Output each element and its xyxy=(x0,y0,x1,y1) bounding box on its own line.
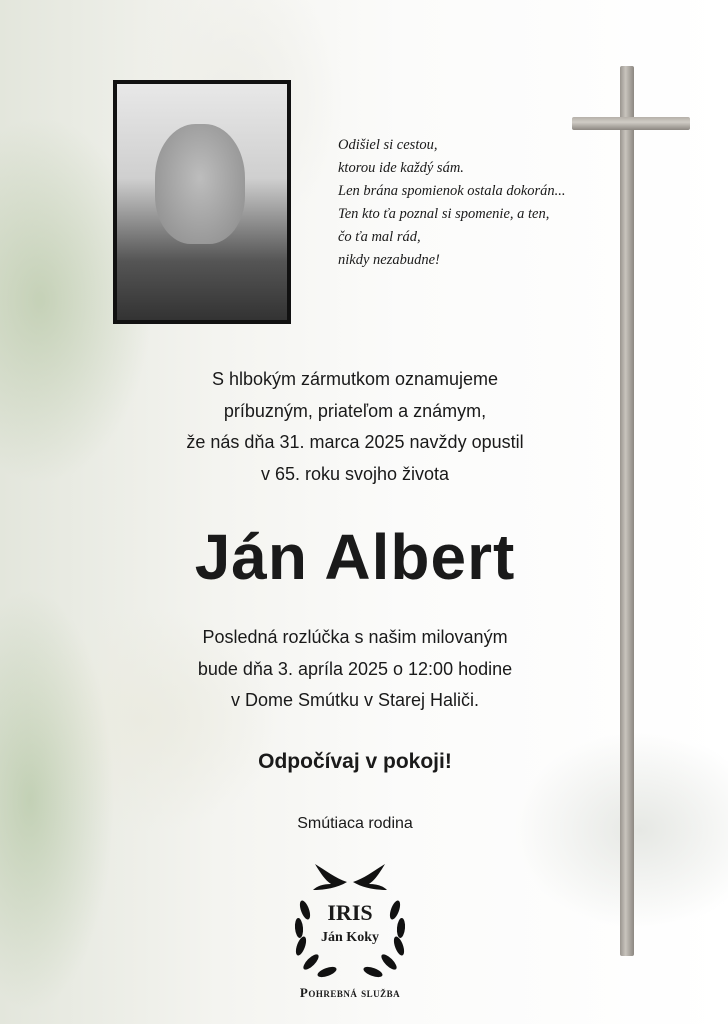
logo-owner: Ján Koky xyxy=(321,930,379,945)
portrait-photo xyxy=(113,80,291,324)
farewell-line: v Dome Smútku v Starej Haliči. xyxy=(230,690,480,710)
farewell-info xyxy=(0,622,710,717)
poem-line: čo ťa mal rád, xyxy=(338,229,421,245)
poem-line: ktorou ide každý sám. xyxy=(338,160,464,176)
announcement-line: S hlbokým zármutkom oznamujeme xyxy=(211,369,499,389)
poem-line: Odišiel si cestou, xyxy=(338,137,438,153)
poem-line: nikdy nezabudne! xyxy=(338,252,440,268)
farewell-line: bude dňa 3. apríla 2025 o 12:00 hodine xyxy=(197,658,513,679)
announcement-line: v 65. roku svojho života xyxy=(260,463,450,484)
announcement xyxy=(0,364,710,490)
farewell-line: Posledná rozlúčka s našim milovaným xyxy=(202,627,508,647)
poem-line: Ten kto ťa poznal si spomenie, a ten, xyxy=(338,206,550,222)
announcement-line: príbuzným, priateľom a známym, xyxy=(223,400,487,421)
poem-line: Len brána spomienok ostala dokorán... xyxy=(338,183,566,199)
poem xyxy=(338,134,566,272)
funeral-service-logo xyxy=(285,860,415,1010)
logo-service: Pohrebná služba xyxy=(299,985,401,1000)
deceased-name: Ján Albert xyxy=(194,521,516,593)
cross-bar xyxy=(572,117,690,130)
logo-brand: IRIS xyxy=(327,900,373,925)
announcement-line: že nás dňa 31. marca 2025 navždy opustil xyxy=(186,432,524,452)
family-signature: Smútiaca rodina xyxy=(297,815,413,832)
rest-in-peace: Odpočívaj v pokoji! xyxy=(258,750,452,773)
